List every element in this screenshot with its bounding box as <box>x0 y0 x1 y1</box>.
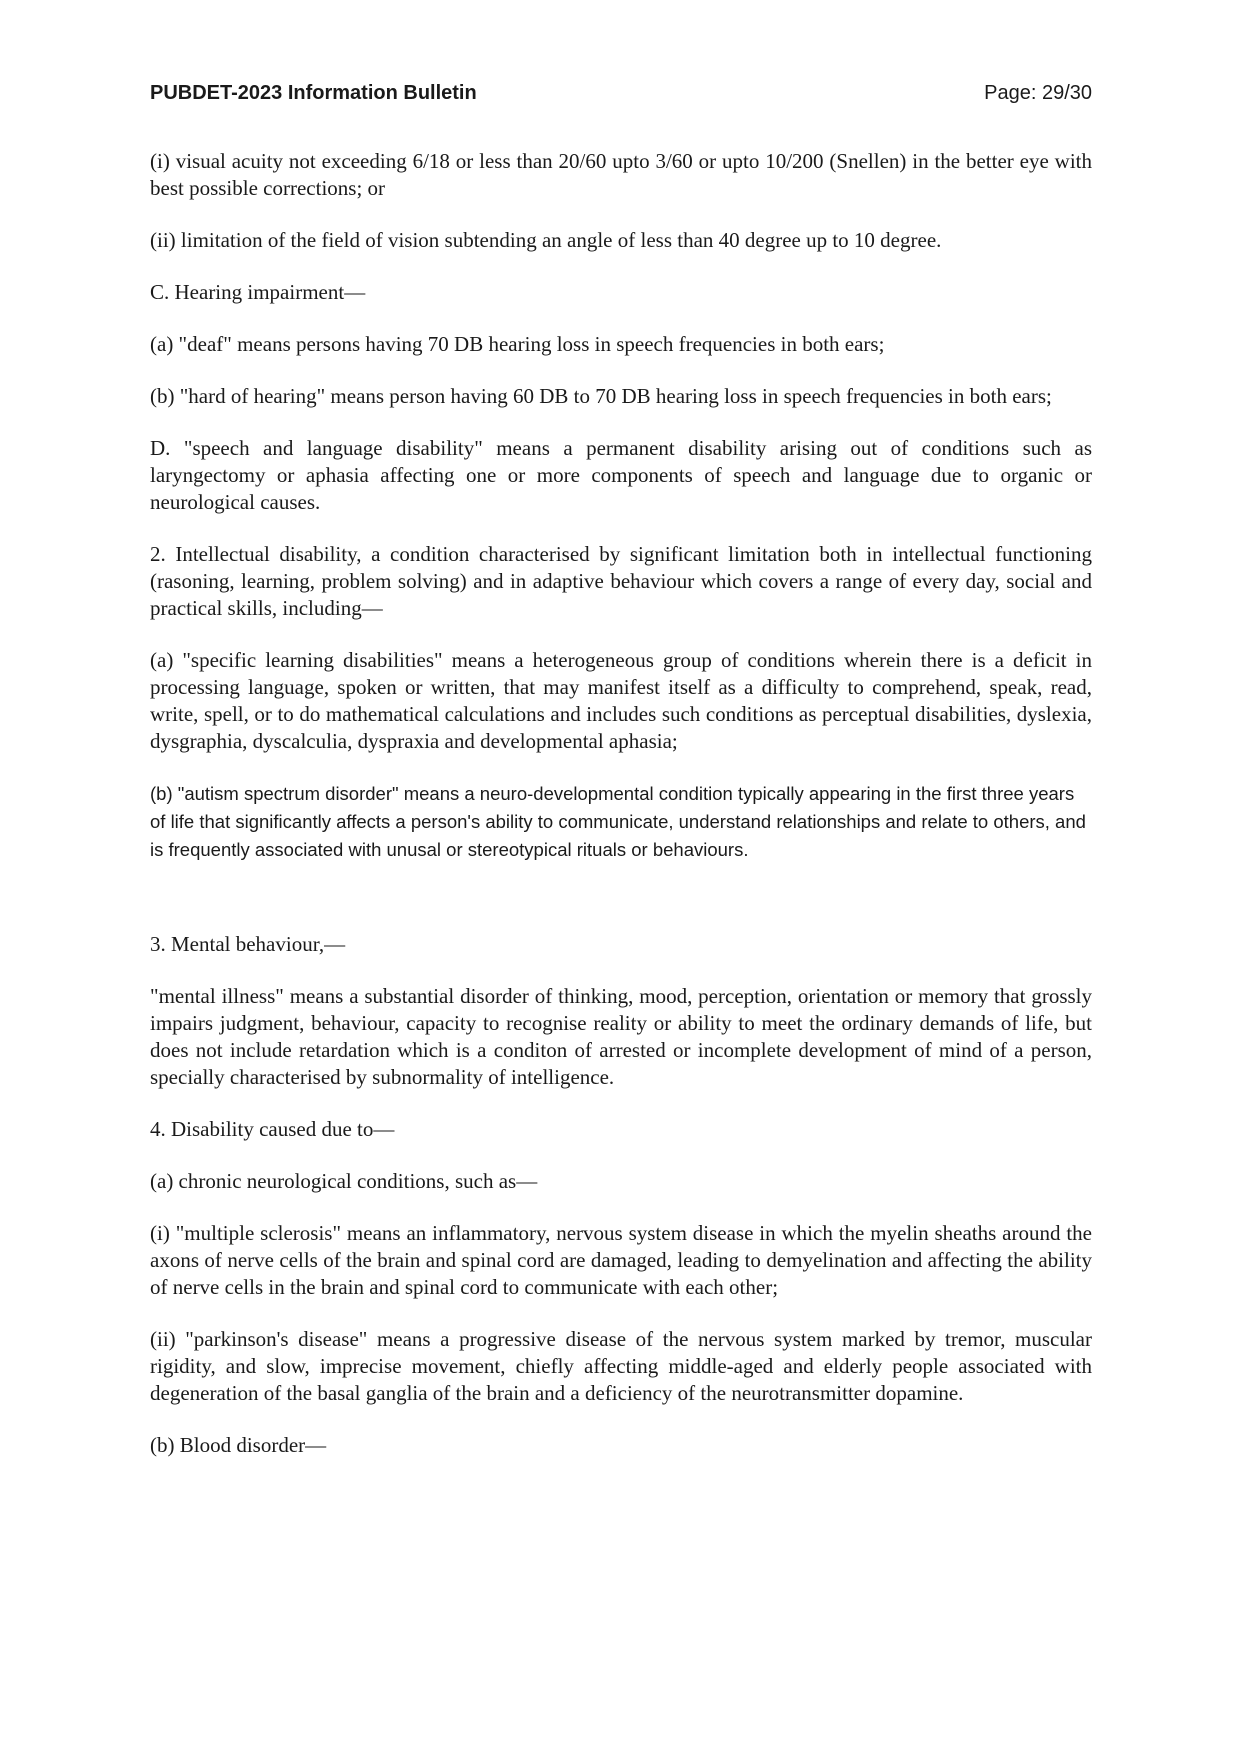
heading-disability-caused: 4. Disability caused due to— <box>150 1117 395 1141</box>
document-title: PUBDET-2023 Information Bulletin <box>150 82 477 104</box>
heading-mental-behaviour: 3. Mental behaviour,— <box>150 932 346 956</box>
paragraph-multiple-sclerosis: (i) "multiple sclerosis" means an inflammatory, nervous system disease in which the myelin sheaths around the axons of nerve cells of the brain and spinal cord are damaged, leading to demyelination and affecting the ability of nerve cells in the brain and spinal cord to communicate with each other; <box>150 1221 1092 1299</box>
paragraph-learning-disabilities: (a) "specific learning disabilities" means a heterogeneous group of conditions wherein there is a deficit in processing language, spoken or written, that may manifest itself as a difficulty to comprehend, speak, read, write, spell, or to do mathematical calculations and includes such conditions as perceptual disabilities, dyslexia, dysgraphia, dyscalculia, dyspraxia and developmental aphasia; <box>150 648 1092 753</box>
paragraph-field-of-vision: (ii) limitation of the field of vision subtending an angle of less than 40 degree up to 10 degree. <box>150 228 942 252</box>
paragraph-deaf: (a) "deaf" means persons having 70 DB hearing loss in speech frequencies in both ears; <box>150 332 885 356</box>
page-number: Page: 29/30 <box>984 82 1092 104</box>
paragraph-intellectual-disability: 2. Intellectual disability, a condition characterised by significant limitation both in intellectual functioning (rasoning, learning, problem solving) and in adaptive behaviour which covers a range of every day, social and practical skills, including— <box>150 542 1092 620</box>
paragraph-visual-acuity: (i) visual acuity not exceeding 6/18 or less than 20/60 upto 3/60 or upto 10/200 (Snellen) in the better eye with best possible corrections; or <box>150 149 1092 200</box>
paragraph-hard-of-hearing: (b) "hard of hearing" means person having 60 DB to 70 DB hearing loss in speech frequencies in both ears; <box>150 384 1052 408</box>
document-body <box>150 148 1092 1484</box>
heading-hearing-impairment: C. Hearing impairment— <box>150 280 366 304</box>
heading-blood-disorder: (b) Blood disorder— <box>150 1433 327 1457</box>
paragraph-mental-illness: "mental illness" means a substantial disorder of thinking, mood, perception, orientation or memory that grossly impairs judgment, behaviour, capacity to recognise reality or ability to meet the ordinary demands of life, but does not include retardation which is a conditon of arrested or incomplete development of mind of a person, specially characterised by subnormality of intelligence. <box>150 984 1092 1089</box>
paragraph-speech-language: D. "speech and language disability" means a permanent disability arising out of conditions such as laryngectomy or aphasia affecting one or more components of speech and language due to organic or neurological causes. <box>150 436 1092 514</box>
paragraph-parkinsons: (ii) "parkinson's disease" means a progressive disease of the nervous system marked by tremor, muscular rigidity, and slow, imprecise movement, chiefly affecting middle-aged and elderly people associated with degeneration of the basal ganglia of the brain and a deficiency of the neurotransmitter dopamine. <box>150 1327 1092 1405</box>
page-header <box>150 80 1092 106</box>
heading-neurological-conditions: (a) chronic neurological conditions, such as— <box>150 1169 538 1193</box>
paragraph-autism: (b) "autism spectrum disorder" means a neuro-developmental condition typically appearing in the first three years of life that significantly affects a person's ability to communicate, understand relationships and relate to others, and is frequently associated with unusal or stereotypical rituals or behaviours. <box>150 783 1086 860</box>
